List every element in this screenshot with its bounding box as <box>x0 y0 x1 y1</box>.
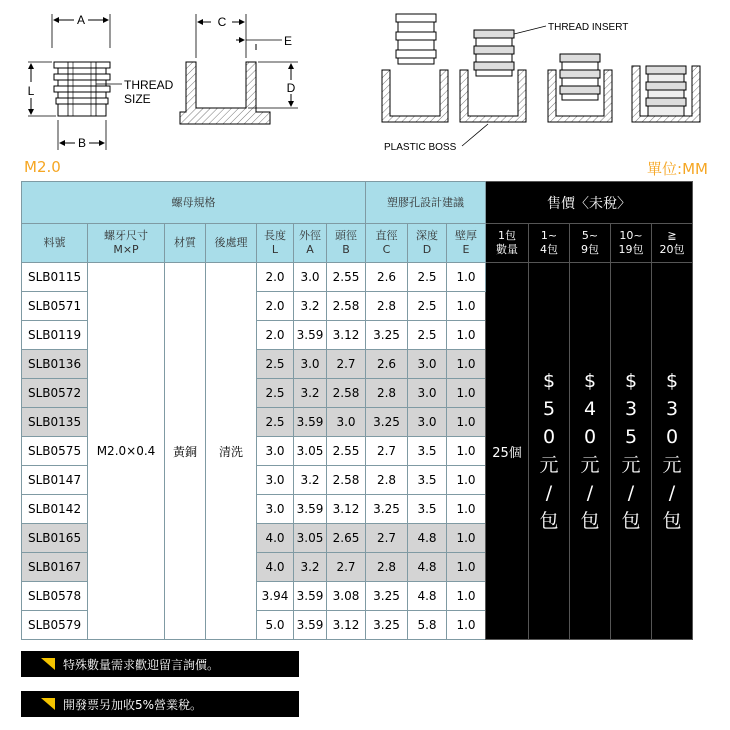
part-number-cell: SLB0579 <box>22 611 88 640</box>
note-special-quantity <box>21 651 299 677</box>
col-header-head: 頭徑 B <box>327 224 366 263</box>
group-header-price: 售價〈未稅〉 <box>486 182 693 224</box>
dim-cell-b: 2.7 <box>327 553 366 582</box>
triangle-marker-icon <box>41 658 55 670</box>
part-number-cell: SLB0578 <box>22 582 88 611</box>
dim-cell-b: 3.0 <box>327 408 366 437</box>
dim-cell-c: 2.8 <box>366 466 408 495</box>
col-header-tier-1: 1~ 4包 <box>529 224 570 263</box>
note-invoice-tax <box>21 691 299 717</box>
price-char: / <box>545 482 553 504</box>
price-char: $ <box>665 370 679 392</box>
price-char: 元 <box>580 454 600 476</box>
finish-cell: 清洗 <box>206 263 257 640</box>
triangle-marker-icon <box>41 698 55 710</box>
group-header-nut-spec: 螺母規格 <box>22 182 366 224</box>
dim-cell-a: 3.2 <box>294 292 327 321</box>
col-header-pack-qty: 1包 數量 <box>486 224 529 263</box>
dim-cell-e: 1.0 <box>447 292 486 321</box>
part-number-cell: SLB0142 <box>22 495 88 524</box>
part-number-cell: SLB0165 <box>22 524 88 553</box>
price-tier-3-cell <box>611 263 652 640</box>
dim-cell-d: 3.0 <box>408 350 447 379</box>
price-char: 0 <box>665 426 679 448</box>
dim-cell-b: 2.58 <box>327 466 366 495</box>
price-char: / <box>668 482 676 504</box>
col-header-thread: 螺牙尺寸 M×P <box>88 224 165 263</box>
price-char: 5 <box>542 398 556 420</box>
dim-cell-a: 3.59 <box>294 408 327 437</box>
dim-label-d: D <box>286 81 296 95</box>
col-header-tier-4: ≧ 20包 <box>652 224 693 263</box>
dim-cell-a: 3.05 <box>294 437 327 466</box>
dim-cell-b: 3.12 <box>327 321 366 350</box>
material-cell: 黃銅 <box>165 263 206 640</box>
dim-label-l: L <box>27 84 35 98</box>
dim-cell-e: 1.0 <box>447 321 486 350</box>
dim-cell-c: 3.25 <box>366 582 408 611</box>
model-title: M2.0 <box>24 158 61 176</box>
price-char: 5 <box>624 426 638 448</box>
spec-table <box>21 181 693 640</box>
dim-cell-l: 2.5 <box>257 350 294 379</box>
dim-cell-c: 2.6 <box>366 350 408 379</box>
price-char: 4 <box>583 398 597 420</box>
price-char: 包 <box>621 510 641 532</box>
part-number-cell: SLB0571 <box>22 292 88 321</box>
part-number-cell: SLB0115 <box>22 263 88 292</box>
dim-cell-d: 3.0 <box>408 379 447 408</box>
part-number-cell: SLB0136 <box>22 350 88 379</box>
dim-cell-b: 2.7 <box>327 350 366 379</box>
dim-cell-l: 2.0 <box>257 292 294 321</box>
dim-cell-l: 5.0 <box>257 611 294 640</box>
price-tier-4-cell <box>652 263 693 640</box>
part-number-cell: SLB0147 <box>22 466 88 495</box>
dim-cell-c: 3.25 <box>366 408 408 437</box>
dim-cell-c: 2.8 <box>366 379 408 408</box>
dim-cell-c: 2.6 <box>366 263 408 292</box>
dim-label-b: B <box>77 136 87 150</box>
dim-cell-e: 1.0 <box>447 553 486 582</box>
dim-cell-c: 3.25 <box>366 321 408 350</box>
dim-cell-d: 2.5 <box>408 321 447 350</box>
dim-cell-l: 4.0 <box>257 524 294 553</box>
dim-label-c: C <box>217 15 227 29</box>
price-char: $ <box>624 370 638 392</box>
thread-size-label-2: SIZE <box>124 92 151 106</box>
dim-cell-d: 3.5 <box>408 466 447 495</box>
price-tier-1-cell <box>529 263 570 640</box>
dim-cell-e: 1.0 <box>447 524 486 553</box>
part-number-cell: SLB0575 <box>22 437 88 466</box>
col-header-depth: 深度 D <box>408 224 447 263</box>
price-char: 0 <box>583 426 597 448</box>
col-header-material: 材質 <box>165 224 206 263</box>
dim-cell-a: 3.59 <box>294 321 327 350</box>
price-char: 3 <box>665 398 679 420</box>
dim-cell-c: 3.25 <box>366 495 408 524</box>
price-char: 包 <box>539 510 559 532</box>
price-char: 元 <box>621 454 641 476</box>
price-char: / <box>586 482 594 504</box>
dim-cell-l: 2.5 <box>257 379 294 408</box>
dim-cell-a: 3.0 <box>294 263 327 292</box>
dim-cell-e: 1.0 <box>447 495 486 524</box>
technical-diagram <box>0 0 730 158</box>
price-char: $ <box>542 370 556 392</box>
thread-insert-label: THREAD INSERT <box>548 22 629 33</box>
dim-cell-e: 1.0 <box>447 466 486 495</box>
pack-qty-cell: 25個 <box>486 263 529 640</box>
dim-cell-e: 1.0 <box>447 263 486 292</box>
dim-cell-l: 3.0 <box>257 466 294 495</box>
part-number-cell: SLB0572 <box>22 379 88 408</box>
dim-label-e: E <box>284 34 293 48</box>
spec-table-body <box>22 263 693 640</box>
dim-cell-e: 1.0 <box>447 582 486 611</box>
price-char: 元 <box>539 454 559 476</box>
dim-cell-e: 1.0 <box>447 350 486 379</box>
dim-label-a: A <box>76 13 86 27</box>
group-header-boss-spec: 塑膠孔設計建議 <box>366 182 486 224</box>
col-header-od: 外徑 A <box>294 224 327 263</box>
col-header-dia: 直徑 C <box>366 224 408 263</box>
price-char: / <box>627 482 635 504</box>
dim-cell-c: 2.7 <box>366 524 408 553</box>
dim-cell-d: 2.5 <box>408 263 447 292</box>
dim-cell-b: 2.58 <box>327 292 366 321</box>
dim-cell-c: 2.8 <box>366 553 408 582</box>
price-char: 包 <box>580 510 600 532</box>
dim-cell-l: 2.0 <box>257 321 294 350</box>
price-char: 元 <box>662 454 682 476</box>
col-header-wall: 壁厚 E <box>447 224 486 263</box>
dim-cell-a: 3.59 <box>294 495 327 524</box>
dim-cell-e: 1.0 <box>447 437 486 466</box>
dim-cell-b: 3.12 <box>327 611 366 640</box>
dim-cell-l: 3.0 <box>257 495 294 524</box>
dim-cell-b: 2.55 <box>327 437 366 466</box>
dim-cell-c: 2.7 <box>366 437 408 466</box>
dim-cell-l: 4.0 <box>257 553 294 582</box>
install-steps-drawing <box>382 14 700 153</box>
dim-cell-b: 2.58 <box>327 379 366 408</box>
note-text: 特殊數量需求歡迎留言詢價。 <box>63 657 220 672</box>
dim-cell-d: 4.8 <box>408 524 447 553</box>
dim-cell-a: 3.59 <box>294 611 327 640</box>
dim-cell-a: 3.2 <box>294 379 327 408</box>
dim-cell-b: 2.55 <box>327 263 366 292</box>
col-header-tier-3: 10~ 19包 <box>611 224 652 263</box>
dim-cell-b: 3.08 <box>327 582 366 611</box>
dim-cell-a: 3.59 <box>294 582 327 611</box>
dim-cell-l: 2.5 <box>257 408 294 437</box>
note-text: 開發票另加收5%營業稅。 <box>63 697 203 712</box>
dim-cell-d: 2.5 <box>408 292 447 321</box>
dim-cell-d: 4.8 <box>408 553 447 582</box>
dim-cell-a: 3.2 <box>294 553 327 582</box>
dim-cell-l: 2.0 <box>257 263 294 292</box>
dim-cell-d: 3.5 <box>408 495 447 524</box>
thread-size-label-1: THREAD <box>124 78 174 92</box>
part-number-cell: SLB0167 <box>22 553 88 582</box>
col-header-finish: 後處理 <box>206 224 257 263</box>
dim-cell-e: 1.0 <box>447 611 486 640</box>
price-tier-2-cell <box>570 263 611 640</box>
col-header-length: 長度 L <box>257 224 294 263</box>
dim-cell-d: 3.5 <box>408 437 447 466</box>
dim-cell-e: 1.0 <box>447 408 486 437</box>
insert-drawing <box>28 13 174 150</box>
dim-cell-e: 1.0 <box>447 379 486 408</box>
boss-drawing <box>180 14 298 124</box>
price-char: 3 <box>624 398 638 420</box>
plastic-boss-label: PLASTIC BOSS <box>384 142 457 153</box>
price-char: $ <box>583 370 597 392</box>
col-header-tier-2: 5~ 9包 <box>570 224 611 263</box>
dim-cell-c: 3.25 <box>366 611 408 640</box>
table-row <box>22 263 693 292</box>
price-char: 包 <box>662 510 682 532</box>
dim-cell-l: 3.0 <box>257 437 294 466</box>
col-header-part-no: 料號 <box>22 224 88 263</box>
dim-cell-l: 3.94 <box>257 582 294 611</box>
dim-cell-c: 2.8 <box>366 292 408 321</box>
dim-cell-b: 2.65 <box>327 524 366 553</box>
price-char: 0 <box>542 426 556 448</box>
dim-cell-a: 3.0 <box>294 350 327 379</box>
dim-cell-a: 3.05 <box>294 524 327 553</box>
part-number-cell: SLB0135 <box>22 408 88 437</box>
dim-cell-d: 5.8 <box>408 611 447 640</box>
dim-cell-d: 3.0 <box>408 408 447 437</box>
dim-cell-d: 4.8 <box>408 582 447 611</box>
part-number-cell: SLB0119 <box>22 321 88 350</box>
dim-cell-a: 3.2 <box>294 466 327 495</box>
thread-cell: M2.0×0.4 <box>88 263 165 640</box>
unit-label: 單位:MM <box>647 160 708 178</box>
dim-cell-b: 3.12 <box>327 495 366 524</box>
